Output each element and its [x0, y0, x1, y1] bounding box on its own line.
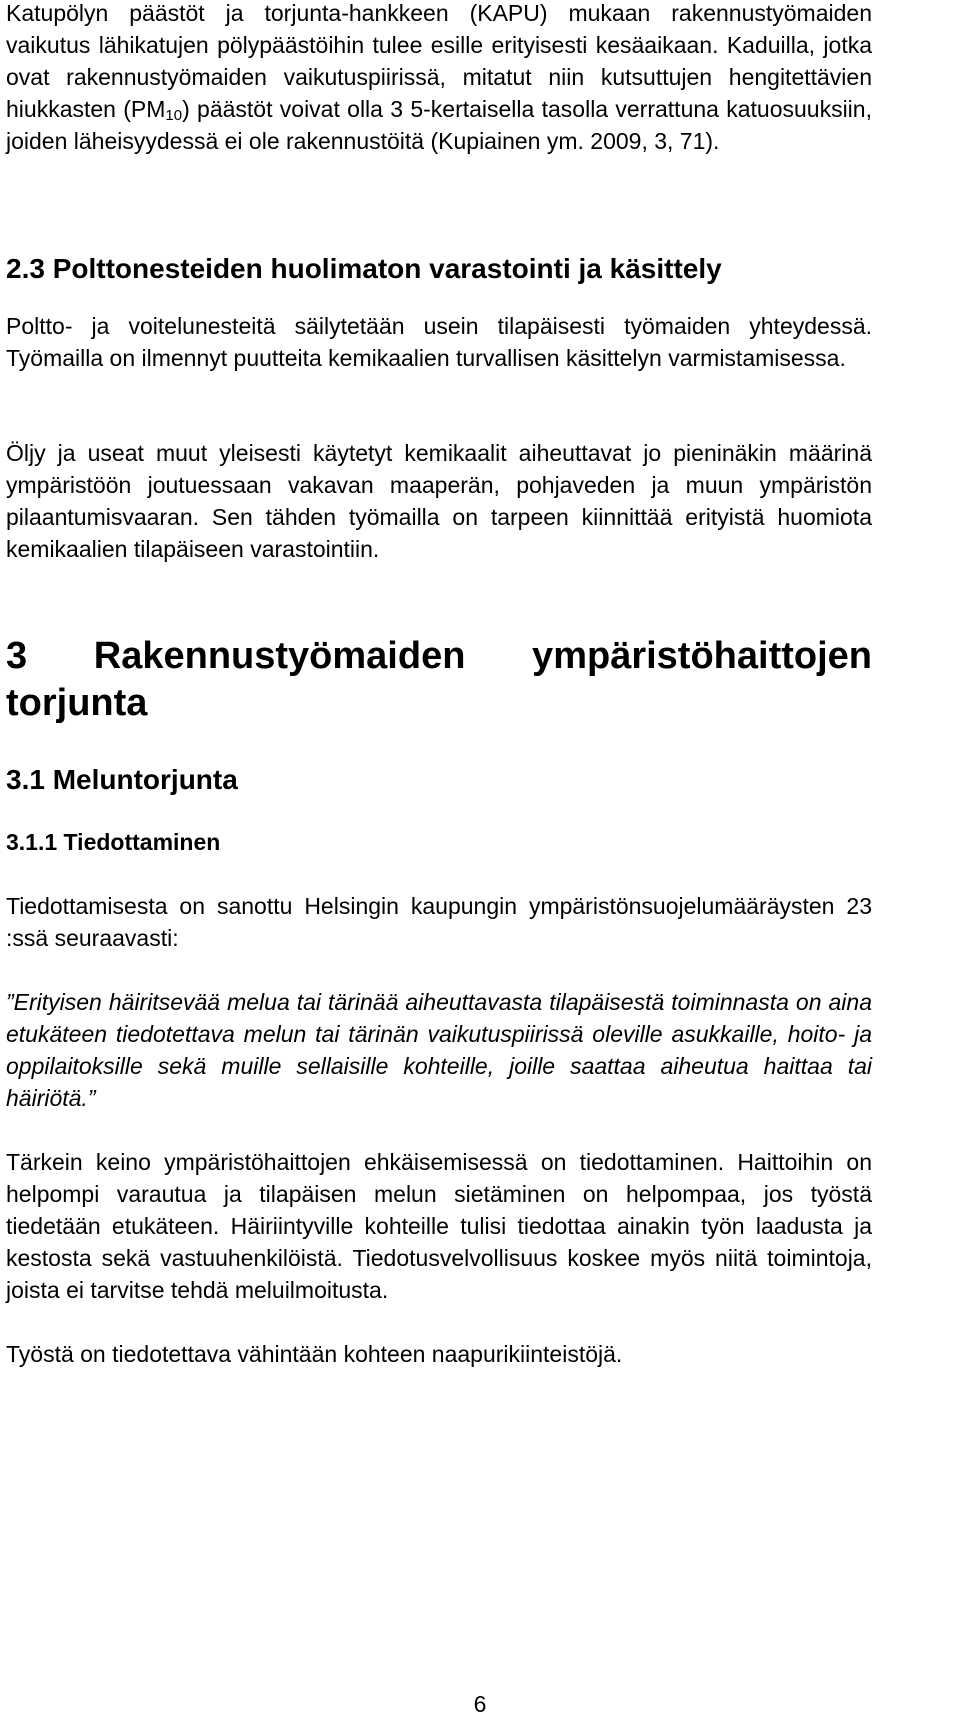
section-2-3-paragraph-2: Öljy ja useat muut yleisesti käytetyt kemikaalit aiheuttavat jo pieninäkin määrinä ympäristöön joutuessaan vakavan maaperän, pohjaveden ja muun ympäristön pilaantumisvaaran. Sen tähden työmailla on tarpeen kiinnittää erityistä huomiota kemikaalien tilapäiseen varastointiin. — [6, 440, 872, 562]
page-number: 6 — [473, 1691, 487, 1717]
section-2-3-heading: 2.3 Polttonesteiden huolimaton varastointi ja käsittely — [6, 253, 722, 284]
tiedottaminen-intro-paragraph: Tiedottamisesta on sanottu Helsingin kaupungin ympäristönsuojelumääräysten 23 :ssä seuraavasti: — [6, 893, 872, 951]
intro-paragraph — [6, 0, 872, 157]
pm-subscript: 10 — [165, 107, 183, 124]
tiedottaminen-paragraph-3: Työstä on tiedotettava vähintään kohteen naapurikiinteistöjä. — [6, 1341, 623, 1367]
intro-text-post: ) päästöt voivat olla 3 5-kertaisella tasolla verrattuna katuosuuksiin, joiden läheisyydessä ei ole rakennustöitä (Kupiainen ym. 2009, 3, 71). — [6, 96, 872, 154]
tiedottaminen-paragraph-2: Tärkein keino ympäristöhaittojen ehkäisemisessä on tiedottaminen. Haittoihin on helpompi varautua ja tilapäisen melun sietäminen on helpompaa, jos työstä tiedetään etukäteen. Häiriintyville kohteille tulisi tiedottaa ainakin työn laadusta ja kestosta sekä vastuuhenkilöistä. Tiedotusvelvollisuus koskee myös niitä toimintoja, joista ei tarvitse tehdä meluilmoitusta. — [6, 1149, 872, 1303]
regulation-quote: ”Erityisen häiritsevää melua tai tärinää aiheuttavasta tilapäisestä toiminnasta on aina etukäteen tiedotettava melun tai tärinän vaikutuspiirissä oleville asukkaille, hoito- ja oppilaitoksille sekä muille sellaisille kohteille, joille saattaa aiheutua haittaa tai häiriötä.” — [6, 989, 872, 1111]
section-3-1-heading: 3.1 Meluntorjunta — [6, 764, 238, 795]
intro-text-pre: Katupölyn päästöt ja torjunta-hankkeen (KAPU) mukaan rakennustyömaiden vaikutus lähikatujen pölypäästöihin tulee esille erityisesti kesäaikaan. Kaduilla, jotka ovat rakennustyömaiden vaikutuspiirissä, mitatut niin kutsuttujen hengitettävien hiukkasten (PM — [6, 0, 872, 122]
chapter-3-heading: 3 Rakennustyömaiden ympäristöhaittojen torjunta — [6, 635, 872, 724]
section-2-3-paragraph-1: Poltto- ja voitelunesteitä säilytetään usein tilapäisesti työmaiden yhteydessä. Työmailla on ilmennyt puutteita kemikaalien turvallisen käsittelyn varmistamisessa. — [6, 313, 872, 371]
subsection-3-1-1-heading: 3.1.1 Tiedottaminen — [6, 829, 221, 855]
